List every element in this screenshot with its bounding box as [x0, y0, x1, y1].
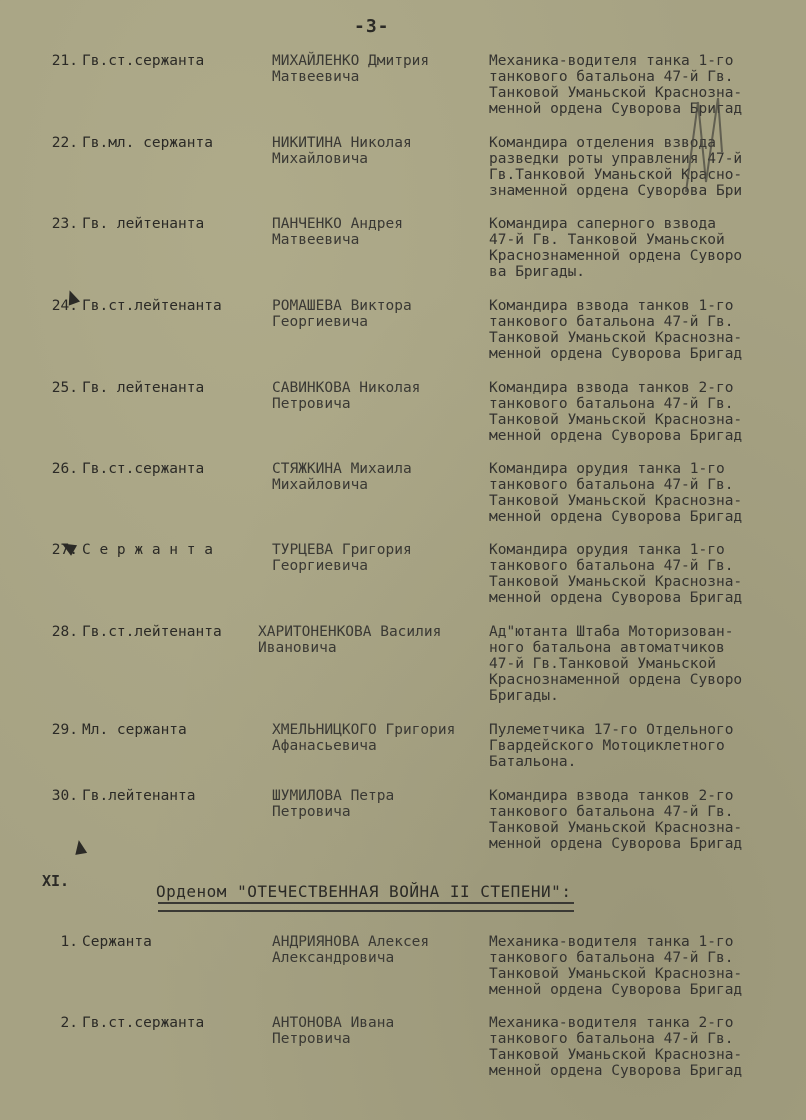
- entry-role: Командира взвода танков 1-го танкового батальона 47-й Гв. Танковой Уманьской Краснозна- менной ордена Суворова Бригад: [489, 298, 743, 362]
- entry-number: 23.: [51, 216, 78, 232]
- entry-rank: Гв.ст.лейтенанта: [82, 624, 222, 640]
- entry-name: МИХАЙЛЕНКО Дмитрия Матвеевича: [272, 53, 430, 85]
- entry-name: РОМАШЕВА Виктора Георгиевича: [272, 298, 412, 330]
- entry-name: НИКИТИНА Николая Михайловича: [272, 135, 412, 167]
- entry-rank: Гв. лейтенанта: [82, 216, 205, 232]
- entry-role: Механика-водителя танка 1-го танкового батальона 47-й Гв. Танковой Уманьской Краснозна- менной ордена Суворова Бригад: [489, 934, 743, 998]
- entry-rank: Гв.ст.лейтенанта: [82, 298, 222, 314]
- entry-role: Командира отделения взвода разведки роты управления 47-й Гв.Танковой Уманьской Красно- знаменной ордена Суворова Бри: [489, 135, 743, 199]
- entry-role: Командира орудия танка 1-го танкового батальона 47-й Гв. Танковой Уманьской Краснозна- менной ордена Суворова Бригад: [489, 461, 743, 525]
- entry-number: 1.: [60, 934, 78, 950]
- entry-name: ПАНЧЕНКО Андрея Матвеевича: [272, 216, 403, 248]
- entry-role: Пулеметчика 17-го Отдельного Гвардейского Мотоциклетного Батальона.: [489, 722, 734, 770]
- section-title: Орденом "ОТЕЧЕСТВЕННАЯ ВОЙНА II СТЕПЕНИ":: [156, 882, 572, 901]
- entry-number: 29.: [51, 722, 78, 738]
- entry-rank: Гв. лейтенанта: [82, 380, 205, 396]
- entry-rank: Сержанта: [82, 934, 152, 950]
- page-number: -3-: [354, 16, 390, 37]
- entry-name: АНТОНОВА Ивана Петровича: [272, 1015, 395, 1047]
- entry-role: Механика-водителя танка 1-го танкового батальона 47-й Гв. Танковой Уманьской Краснозна- менной ордена Суворова Бригад: [489, 53, 743, 117]
- entry-rank: С е р ж а н т а: [82, 542, 213, 558]
- entry-rank: Гв.ст.сержанта: [82, 461, 205, 477]
- entry-name: ШУМИЛОВА Петра Петровича: [272, 788, 395, 820]
- entry-name: ХАРИТОНЕНКОВА Василия Ивановича: [258, 624, 442, 656]
- entry-name: АНДРИЯНОВА Алексея Александровича: [272, 934, 430, 966]
- entry-role: Ад"ютанта Штаба Моторизован- ного батальона автоматчиков 47-й Гв.Танковой Уманьской Краснознаменной ордена Суворо Бригады.: [489, 624, 743, 704]
- handwritten-tick-icon: [676, 92, 736, 202]
- entry-name: СТЯЖКИНА Михаила Михайловича: [272, 461, 412, 493]
- entry-number: 30.: [51, 788, 78, 804]
- entry-name: ТУРЦЕВА Григория Георгиевича: [272, 542, 412, 574]
- entry-rank: Гв.ст.сержанта: [82, 1015, 205, 1031]
- entry-number: 26.: [51, 461, 78, 477]
- entry-role: Механика-водителя танка 2-го танкового батальона 47-й Гв. Танковой Уманьской Краснозна- менной ордена Суворова Бригад: [489, 1015, 743, 1079]
- entry-role: Командира орудия танка 1-го танкового батальона 47-й Гв. Танковой Уманьской Краснозна- менной ордена Суворова Бригад: [489, 542, 743, 606]
- entry-rank: Гв.мл. сержанта: [82, 135, 213, 151]
- entry-role: Командира саперного взвода 47-й Гв. Танковой Уманьской Краснознаменной ордена Суворо ва Бригады.: [489, 216, 743, 280]
- entry-number: 24.: [51, 298, 78, 314]
- entry-number: 21.: [51, 53, 78, 69]
- section-underline: [158, 902, 574, 912]
- entry-number: 28.: [51, 624, 78, 640]
- entry-number: 2.: [60, 1015, 78, 1031]
- entry-role: Командира взвода танков 2-го танкового батальона 47-й Гв. Танковой Уманьской Краснозна- менной ордена Суворова Бригад: [489, 788, 743, 852]
- entry-rank: Гв.лейтенанта: [82, 788, 196, 804]
- entry-role: Командира взвода танков 2-го танкового батальона 47-й Гв. Танковой Уманьской Краснозна- менной ордена Суворова Бригад: [489, 380, 743, 444]
- entry-number: 27.: [51, 542, 78, 558]
- entry-number: 25.: [51, 380, 78, 396]
- ink-mark-icon: [73, 839, 87, 855]
- entry-number: 22.: [51, 135, 78, 151]
- entry-name: ХМЕЛЬНИЦКОГО Григория Афанасьевича: [272, 722, 456, 754]
- entry-name: САВИНКОВА Николая Петровича: [272, 380, 421, 412]
- entry-rank: Мл. сержанта: [82, 722, 187, 738]
- entry-rank: Гв.ст.сержанта: [82, 53, 205, 69]
- section-number: XI.: [42, 872, 70, 890]
